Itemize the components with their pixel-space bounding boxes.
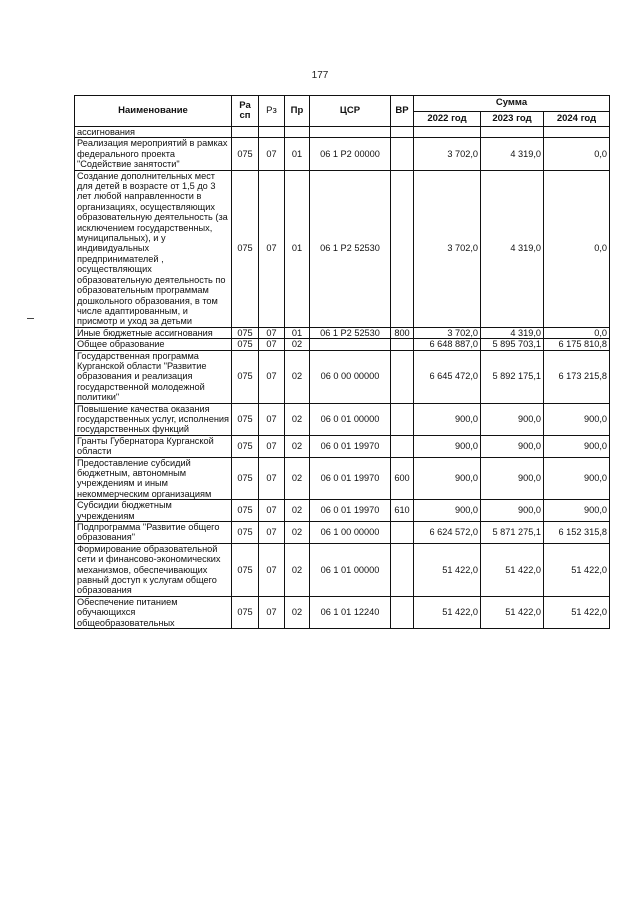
col-header-csr: ЦСР — [310, 96, 391, 127]
cell-name: Формирование образовательной сети и финансово-экономических механизмов, обеспечивающих равный доступ к услугам общего образования — [75, 543, 232, 596]
cell-2023: 900,0 — [481, 500, 544, 522]
cell-2022: 3 702,0 — [414, 170, 481, 327]
cell-rz: 07 — [259, 327, 285, 338]
cell-rz: 07 — [259, 500, 285, 522]
cell-2022: 900,0 — [414, 403, 481, 435]
cell-2024: 0,0 — [544, 327, 610, 338]
cell-2024: 900,0 — [544, 435, 610, 457]
cell-csr — [310, 339, 391, 350]
cell-name: Создание дополнительных мест для детей в возрасте от 1,5 до 3 лет любой направленности в организациях, осуществляющих образовательную деятельность (за исключением государственных, муниципальных), и у индивидуальных предпринимателей , осуществляющих образовательную деятельность по образовательным программам дошкольного образования, в том числе адаптированным, и присмотр и уход за детьми — [75, 170, 232, 327]
cell-csr: 06 1 P2 52530 — [310, 327, 391, 338]
cell-vr — [391, 543, 414, 596]
cell-csr: 06 0 01 19970 — [310, 435, 391, 457]
cell-2024: 900,0 — [544, 500, 610, 522]
cell-rasp: 075 — [232, 543, 259, 596]
table-row — [75, 170, 610, 327]
cell-rz: 07 — [259, 435, 285, 457]
cell-name: Субсидии бюджетным учреждениям — [75, 500, 232, 522]
cell-csr — [310, 127, 391, 138]
cell-vr: 610 — [391, 500, 414, 522]
table-row — [75, 339, 610, 350]
cell-rz: 07 — [259, 170, 285, 327]
cell-vr — [391, 403, 414, 435]
cell-pr: 02 — [285, 339, 310, 350]
table-row — [75, 500, 610, 522]
cell-2024: 51 422,0 — [544, 596, 610, 628]
col-header-pr: Пр — [285, 96, 310, 127]
cell-2023: 900,0 — [481, 457, 544, 500]
cell-rz: 07 — [259, 596, 285, 628]
col-header-vr: ВР — [391, 96, 414, 127]
cell-2022: 3 702,0 — [414, 138, 481, 170]
cell-rz: 07 — [259, 543, 285, 596]
cell-name: Иные бюджетные ассигнования — [75, 327, 232, 338]
cell-2024: 51 422,0 — [544, 543, 610, 596]
cell-rz: 07 — [259, 350, 285, 403]
cell-2022 — [414, 127, 481, 138]
cell-2023: 51 422,0 — [481, 596, 544, 628]
col-header-sum: Сумма — [414, 96, 610, 112]
cell-2023: 51 422,0 — [481, 543, 544, 596]
cell-name: Обеспечение питанием обучающихся общеобразовательных — [75, 596, 232, 628]
cell-csr: 06 1 01 12240 — [310, 596, 391, 628]
cell-2024: 6 152 315,8 — [544, 522, 610, 544]
cell-rasp: 075 — [232, 403, 259, 435]
margin-mark — [27, 318, 34, 319]
cell-2022: 6 645 472,0 — [414, 350, 481, 403]
table-row — [75, 596, 610, 628]
col-header-2023: 2023 год — [481, 112, 544, 127]
table-row — [75, 127, 610, 138]
cell-pr: 02 — [285, 500, 310, 522]
cell-pr: 02 — [285, 522, 310, 544]
cell-rz: 07 — [259, 403, 285, 435]
cell-csr: 06 1 P2 52530 — [310, 170, 391, 327]
table-row — [75, 543, 610, 596]
cell-name: Общее образование — [75, 339, 232, 350]
cell-2022: 51 422,0 — [414, 596, 481, 628]
cell-vr: 800 — [391, 327, 414, 338]
cell-2024: 6 173 215,8 — [544, 350, 610, 403]
cell-2024: 900,0 — [544, 457, 610, 500]
cell-vr — [391, 435, 414, 457]
cell-vr — [391, 596, 414, 628]
table-row — [75, 435, 610, 457]
cell-vr — [391, 170, 414, 327]
cell-vr: 600 — [391, 457, 414, 500]
cell-rz — [259, 127, 285, 138]
cell-vr — [391, 350, 414, 403]
cell-rasp: 075 — [232, 350, 259, 403]
page-number: 177 — [311, 70, 329, 81]
cell-rz: 07 — [259, 522, 285, 544]
cell-2022: 900,0 — [414, 500, 481, 522]
cell-pr: 02 — [285, 350, 310, 403]
cell-2024: 900,0 — [544, 403, 610, 435]
cell-2024: 6 175 810,8 — [544, 339, 610, 350]
cell-name: Гранты Губернатора Курганской области — [75, 435, 232, 457]
cell-2023: 5 871 275,1 — [481, 522, 544, 544]
cell-pr: 02 — [285, 596, 310, 628]
cell-name: Реализация мероприятий в рамках федерального проекта "Содействие занятости" — [75, 138, 232, 170]
col-header-rasp — [232, 96, 259, 127]
cell-rasp — [232, 127, 259, 138]
cell-2022: 900,0 — [414, 435, 481, 457]
cell-csr: 06 0 01 19970 — [310, 457, 391, 500]
cell-2023: 900,0 — [481, 435, 544, 457]
cell-2024: 0,0 — [544, 170, 610, 327]
cell-name: Повышение качества оказания государственных услуг, исполнения государственных функций — [75, 403, 232, 435]
cell-2024 — [544, 127, 610, 138]
table-row — [75, 350, 610, 403]
cell-rasp: 075 — [232, 327, 259, 338]
cell-pr: 01 — [285, 170, 310, 327]
cell-name: ассигнования — [75, 127, 232, 138]
cell-pr — [285, 127, 310, 138]
cell-2022: 6 648 887,0 — [414, 339, 481, 350]
table-row — [75, 403, 610, 435]
table-row — [75, 522, 610, 544]
cell-2023: 5 892 175,1 — [481, 350, 544, 403]
cell-vr — [391, 127, 414, 138]
table-row — [75, 138, 610, 170]
col-header-2022: 2022 год — [414, 112, 481, 127]
col-header-rasp-line2: сп — [239, 110, 251, 121]
cell-2022: 51 422,0 — [414, 543, 481, 596]
cell-pr: 02 — [285, 457, 310, 500]
cell-rz: 07 — [259, 339, 285, 350]
cell-csr: 06 1 P2 00000 — [310, 138, 391, 170]
cell-vr — [391, 522, 414, 544]
col-header-rasp-line1: Ра — [239, 99, 251, 111]
cell-name: Подпрограмма "Развитие общего образования" — [75, 522, 232, 544]
cell-rasp: 075 — [232, 596, 259, 628]
cell-rasp: 075 — [232, 138, 259, 170]
cell-pr: 01 — [285, 138, 310, 170]
cell-vr — [391, 339, 414, 350]
cell-2022: 3 702,0 — [414, 327, 481, 338]
cell-2023: 4 319,0 — [481, 138, 544, 170]
budget-table — [74, 95, 610, 629]
cell-pr: 01 — [285, 327, 310, 338]
cell-rasp: 075 — [232, 500, 259, 522]
cell-pr: 02 — [285, 435, 310, 457]
header-row — [75, 96, 610, 112]
cell-rasp: 075 — [232, 170, 259, 327]
table-row — [75, 327, 610, 338]
cell-csr: 06 0 01 19970 — [310, 500, 391, 522]
cell-name: Предоставление субсидий бюджетным, автономным учреждениям и иным некоммерческим организациям — [75, 457, 232, 500]
table-row — [75, 457, 610, 500]
cell-rasp: 075 — [232, 435, 259, 457]
cell-csr: 06 0 00 00000 — [310, 350, 391, 403]
cell-2023 — [481, 127, 544, 138]
cell-name: Государственная программа Курганской области "Развитие образования и реализация государственной молодежной политики" — [75, 350, 232, 403]
col-header-name: Наименование — [75, 96, 232, 127]
cell-2023: 5 895 703,1 — [481, 339, 544, 350]
cell-2023: 4 319,0 — [481, 327, 544, 338]
col-header-rz: Рз — [259, 96, 285, 127]
cell-csr: 06 0 01 00000 — [310, 403, 391, 435]
cell-2023: 4 319,0 — [481, 170, 544, 327]
cell-pr: 02 — [285, 403, 310, 435]
cell-rz: 07 — [259, 457, 285, 500]
cell-pr: 02 — [285, 543, 310, 596]
cell-rz: 07 — [259, 138, 285, 170]
col-header-2024: 2024 год — [544, 112, 610, 127]
cell-2022: 900,0 — [414, 457, 481, 500]
cell-2023: 900,0 — [481, 403, 544, 435]
cell-rasp: 075 — [232, 522, 259, 544]
cell-rasp: 075 — [232, 457, 259, 500]
cell-csr: 06 1 01 00000 — [310, 543, 391, 596]
cell-csr: 06 1 00 00000 — [310, 522, 391, 544]
cell-vr — [391, 138, 414, 170]
cell-rasp: 075 — [232, 339, 259, 350]
cell-2022: 6 624 572,0 — [414, 522, 481, 544]
cell-2024: 0,0 — [544, 138, 610, 170]
